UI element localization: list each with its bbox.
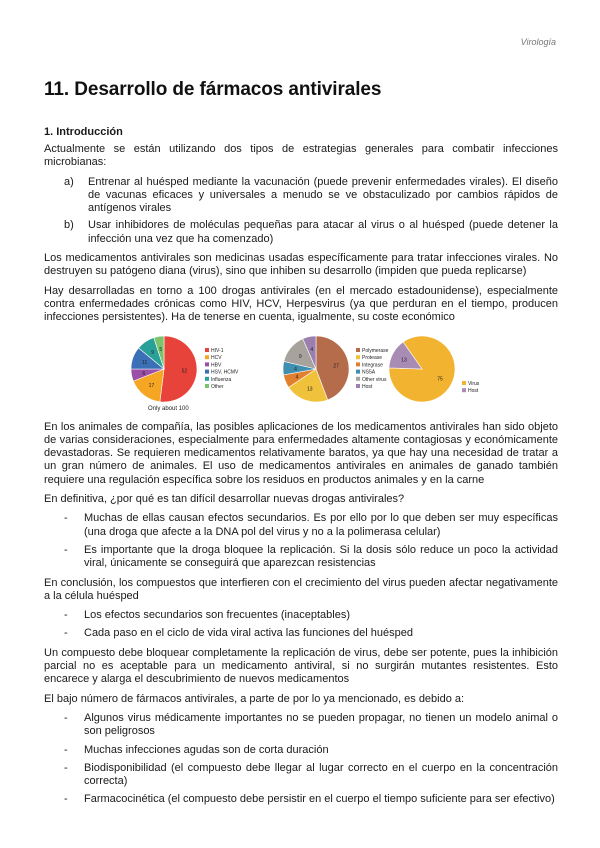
chapter-title: 11. Desarrollo de fármacos antivirales [44, 79, 382, 100]
reasons-list [44, 712, 558, 807]
legend-label: Integrase [362, 361, 383, 368]
legend-label: HSV, HCMV [211, 369, 239, 376]
slice-value-label: 5 [159, 346, 163, 353]
legend-swatch [205, 384, 209, 388]
list-marker: - [64, 793, 68, 806]
list-marker: - [64, 711, 68, 724]
legend-swatch [356, 362, 360, 366]
list-item [44, 609, 558, 622]
legend-label: Other [211, 383, 224, 390]
slice-value-label: 4 [294, 366, 297, 373]
list-item [44, 712, 558, 739]
list-item-text: Usar inhibidores de moléculas pequeñas para atacar al virus o al huésped (puede detener la infección una vez que ha comenzado) [88, 219, 558, 245]
strategies-list [44, 176, 558, 246]
legend-swatch [356, 384, 360, 388]
slice-value-label: 11 [142, 359, 148, 366]
pie-chart-diseases [124, 331, 254, 415]
list-item [44, 793, 558, 806]
slice-value-label: 6 [142, 370, 146, 377]
side-effects-list [44, 609, 558, 641]
list-item-text: Farmacocinética (el compuesto debe persistir en el cuerpo el tiempo suficiente para ser efectivo) [84, 793, 555, 806]
list-item-text: Muchas infecciones agudas son de corta duración [84, 743, 329, 756]
legend-label: Protease [362, 354, 383, 361]
paragraph-compound: Un compuesto debe bloquear completamente la replicación de virus, debe ser potente, pues la inhibición parcial no es aceptable para un medicamento antiviral, si no surgirán mutantes resistentes. Esto encarece y alarga el descubrimiento de nuevos medicamentos [44, 646, 558, 686]
slice-value-label: 13 [401, 356, 407, 363]
chart-legend [462, 381, 480, 394]
legend-label: Virus [468, 380, 480, 387]
list-item [44, 219, 558, 246]
legend-label: Host [468, 387, 479, 394]
running-header: Virología [520, 37, 556, 47]
legend-label: Other virus [362, 376, 387, 383]
list-item-text: Muchas de ellas causan efectos secundarios. Es por ello por lo que deben ser muy específicas (una droga que afecte a la DNA pol del virus y no a la polimerasa celular) [84, 512, 558, 538]
list-marker: - [64, 627, 68, 640]
list-item-text: Los efectos secundarios son frecuentes (inaceptables) [84, 609, 350, 622]
legend-label: Influenza [211, 376, 232, 383]
slice-value-label: 4 [310, 346, 314, 353]
paragraph-animals: En los animales de compañía, las posibles aplicaciones de los medicamentos antivirales han sido objeto de varias consideraciones, especialmente para enfermedades altamente contagiosas y económicamente devastadoras. Se requieren medicamentos relativamente baratos, ya que hay una necesidad de tratar a un gran número de animales. El uso de medicamentos antivirales en animales de ganado también requiere una regulación específica sobre los residuos en productos animales y en la carne [44, 420, 558, 486]
paragraph-antivirals: Los medicamentos antivirales son medicinas usadas específicamente para tratar infecciones virales. No destruyen su patógeno diana (virus), sino que inhiben su desarrollo (impiden que pueda replicarse) [44, 252, 558, 278]
list-marker: - [64, 609, 68, 622]
slice-value-label: 9 [298, 353, 302, 360]
legend-label: Host [362, 383, 373, 390]
legend-label: HCV [211, 354, 222, 361]
slice-value-label: 52 [181, 367, 188, 374]
paragraph-low-number: El bajo número de fármacos antivirales, a parte de por lo ya mencionado, es debido a: [44, 692, 465, 705]
legend-label: HBV [211, 361, 222, 368]
list-item [44, 176, 558, 216]
legend-label: HIV-1 [211, 347, 224, 354]
slice-value-label: 13 [306, 386, 313, 393]
legend-swatch [356, 348, 360, 352]
list-item-text: Algunos virus médicamente importantes no se pueden propagar, no tienen un modelo animal o son peligrosos [84, 711, 558, 738]
list-marker: - [64, 512, 68, 525]
chart-caption: Only about 100 [148, 405, 189, 412]
chart-legend [205, 348, 239, 390]
paragraph-drug-count: Hay desarrolladas en torno a 100 drogas antivirales (en el mercado estadounidense), especialmente contra enfermedades crónicas como HIV, HCV, Herpesvirus (ya que perduran en el tiempo, producen infecciones persistentes). Ha de tenerse en cuenta, igualmente, su coste económico [44, 284, 558, 324]
list-item-text: Entrenar al huésped mediante la vacunación (puede prevenir enfermedades virales). El diseño de vacunas eficaces y universales a menudo se ve obstaculizado por cambios rápidos de antígenos virales [88, 175, 558, 215]
list-item [44, 762, 558, 789]
legend-swatch [462, 388, 466, 392]
list-item [44, 512, 558, 539]
list-item [44, 744, 558, 757]
legend-swatch [205, 362, 209, 366]
pie-slice-hiv-1 [160, 336, 197, 402]
list-item-text: Es importante que la droga bloquee la replicación. Si la dosis sólo reduce un poco la actividad viral, únicamente se conseguirá que aparezcan resistencias [84, 543, 558, 570]
legend-swatch [356, 369, 360, 373]
legend-swatch [205, 355, 209, 359]
slice-value-label: 17 [148, 382, 155, 389]
list-marker: - [64, 543, 68, 556]
legend-label: Polymerase [362, 347, 389, 354]
legend-swatch [462, 381, 466, 385]
difficulty-list [44, 512, 558, 570]
document-body [44, 143, 558, 813]
legend-swatch [205, 376, 209, 380]
paragraph-question: En definitiva, ¿por qué es tan difícil desarrollar nuevas drogas antivirales? [44, 493, 405, 506]
pie-charts-figure [44, 331, 558, 415]
list-marker: b) [64, 219, 74, 232]
legend-swatch [205, 369, 209, 373]
legend-swatch [205, 348, 209, 352]
paragraph-conclusion: En conclusión, los compuestos que interfieren con el crecimiento del virus pueden afectar negativamente a la célula huésped [44, 576, 558, 602]
list-marker: a) [64, 175, 74, 188]
list-item-text: Cada paso en el ciclo de vida viral activa las funciones del huésped [84, 627, 413, 640]
slice-value-label: 9 [151, 349, 154, 356]
list-marker: - [64, 761, 68, 774]
list-item-text: Biodisponibilidad (el compuesto debe llegar al lugar correcto en el cuerpo en la concentración correcta) [84, 761, 558, 788]
slice-value-label: 27 [333, 362, 339, 369]
list-marker: - [64, 743, 68, 756]
section-heading: 1. Introducción [44, 126, 123, 138]
legend-swatch [356, 355, 360, 359]
legend-swatch [356, 376, 360, 380]
list-item [44, 627, 558, 640]
list-item [44, 544, 558, 571]
legend-label: NS5A [362, 369, 376, 376]
slice-value-label: 75 [437, 376, 443, 383]
pie-chart-virus-host [382, 331, 482, 415]
paragraph-intro: Actualmente se están utilizando dos tipos de estrategias generales para combatir infecciones microbianas: [44, 143, 558, 169]
slice-value-label: 4 [295, 374, 299, 381]
